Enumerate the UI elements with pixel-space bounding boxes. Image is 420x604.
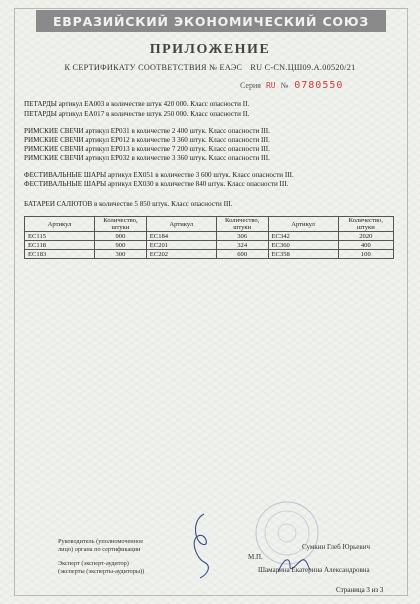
table-cell: ЕС201 <box>146 241 216 250</box>
serial-block <box>240 80 343 91</box>
table-row <box>25 241 394 250</box>
table-cell: 400 <box>338 241 393 250</box>
union-banner <box>36 10 386 32</box>
table-cell: 900 <box>95 232 147 241</box>
expert-label-line-1: Эксперт (эксперт-аудитор) <box>58 560 129 567</box>
column-header: Артикул <box>146 217 216 232</box>
head-name: Сумкин Глеб Юрьевич <box>302 543 370 551</box>
head-signature-icon <box>186 510 220 582</box>
product-line-petard-2: ПЕТАРДЫ артикул ЕА017 в количестве штук 250 000. Класс опасности II. <box>24 110 250 118</box>
expert-name: Шамарина Екатерина Александровна <box>258 566 370 574</box>
table-cell: ЕС184 <box>146 232 216 241</box>
certificate-subtitle: К СЕРТИФИКАТУ СООТВЕТСТВИЯ № ЕАЭС <box>64 63 243 72</box>
table-header-row <box>25 217 394 232</box>
page-border <box>14 8 408 596</box>
table-cell: 306 <box>216 232 268 241</box>
product-line-festival-ball-1: ФЕСТИВАЛЬНЫЕ ШАРЫ артикул ЕХ051 в количестве 3 600 штук. Класс опасности III. <box>24 171 294 179</box>
head-label-line-2: лицо) органа по сертификации <box>58 546 141 553</box>
table-cell: ЕС342 <box>268 232 338 241</box>
table-cell: 600 <box>216 250 268 259</box>
product-line-roman-candle-3: РИМСКИЕ СВЕЧИ артикул ЕР013 в количестве 7 200 штук. Класс опасности III. <box>24 145 270 153</box>
page-number: Страница 3 из 3 <box>336 586 384 594</box>
seal-placeholder: М.П. <box>248 553 263 561</box>
table-cell: 2020 <box>338 232 393 241</box>
table-cell: 300 <box>95 250 147 259</box>
column-header: Артикул <box>25 217 95 232</box>
head-label-line-1: Руководитель (уполномоченное <box>58 538 144 545</box>
serial-prefix: № <box>280 81 289 90</box>
table-cell: ЕС115 <box>25 232 95 241</box>
product-line-salute-batteries: БАТАРЕИ САЛЮТОВ в количестве 5 850 штук. Класс опасности III. <box>24 200 233 208</box>
expert-label-line-2: (эксперты (эксперты-аудиторы)) <box>58 568 145 575</box>
product-line-roman-candle-1: РИМСКИЕ СВЕЧИ артикул ЕР031 в количестве 2 400 штук. Класс опасности III. <box>24 127 270 135</box>
series-code: RU <box>265 81 276 90</box>
serial-number: 0780550 <box>294 80 344 91</box>
table-cell: ЕС118 <box>25 241 95 250</box>
table-row <box>25 250 394 259</box>
column-header: Артикул <box>268 217 338 232</box>
column-header: Количество, штуки <box>216 217 268 232</box>
product-line-roman-candle-4: РИМСКИЕ СВЕЧИ артикул ЕР032 в количестве 3 360 штук. Класс опасности III. <box>24 154 270 162</box>
product-line-festival-ball-2: ФЕСТИВАЛЬНЫЕ ШАРЫ артикул ЕХ030 в количестве 840 штук. Класс опасности III. <box>24 180 289 188</box>
product-line-roman-candle-2: РИМСКИЕ СВЕЧИ артикул ЕР012 в количестве 3 360 штук. Класс опасности III. <box>24 136 270 144</box>
table-cell: ЕС183 <box>25 250 95 259</box>
table-cell: 900 <box>95 241 147 250</box>
batteries-table <box>24 216 394 259</box>
series-label: Серия <box>240 81 261 90</box>
page-title: ПРИЛОЖЕНИЕ <box>149 42 271 57</box>
certificate-number: RU C-CN.ЦШ09.А.00520/21 <box>250 63 356 72</box>
column-header: Количество, штуки <box>338 217 393 232</box>
table-cell: ЕС202 <box>146 250 216 259</box>
table-cell: 324 <box>216 241 268 250</box>
table-cell: ЕС358 <box>268 250 338 259</box>
expert-signature-icon <box>276 552 312 578</box>
table-row <box>25 232 394 241</box>
union-banner-text: ЕВРАЗИЙСКИЙ ЭКОНОМИЧЕСКИЙ СОЮЗ <box>52 13 370 29</box>
product-line-petard-1: ПЕТАРДЫ артикул ЕА003 в количестве штук 420 000. Класс опасности II. <box>24 100 250 108</box>
certificate-reference <box>0 63 420 72</box>
table-cell: ЕС360 <box>268 241 338 250</box>
column-header: Количество, штуки <box>95 217 147 232</box>
table-cell: 100 <box>338 250 393 259</box>
